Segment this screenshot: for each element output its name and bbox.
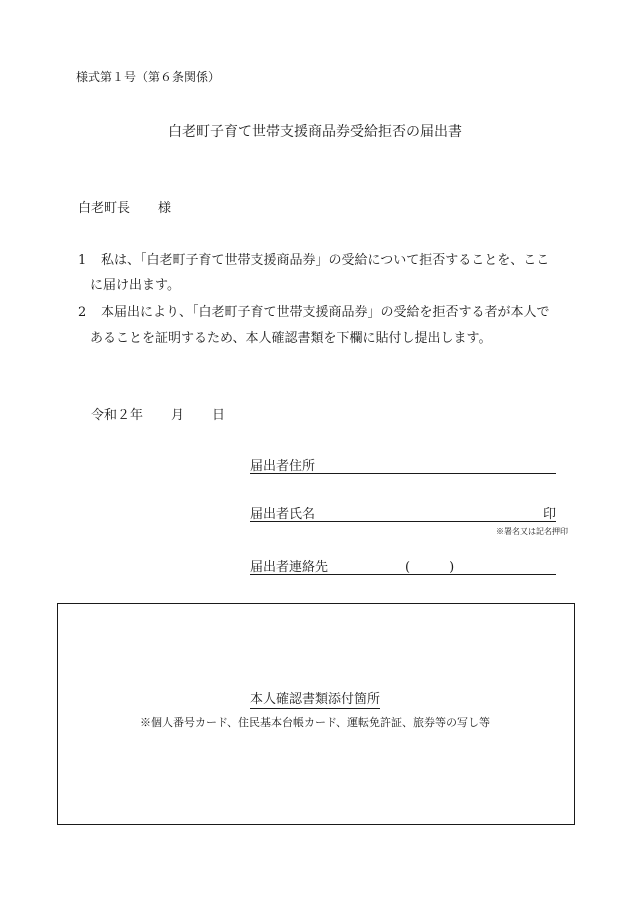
form-number: 様式第１号（第６条関係）: [76, 70, 221, 84]
name-label: 届出者氏名: [250, 507, 316, 522]
paragraph-2-number: 2: [78, 305, 87, 320]
contact-label: 届出者連絡先: [250, 560, 329, 575]
paragraph-2: [78, 301, 550, 320]
contact-area-code: ( ): [405, 560, 455, 575]
paragraph-1-line-2: に届け出ます。: [90, 278, 180, 293]
date-day: 日: [212, 408, 226, 423]
paragraph-2-line-1: 本届出により、「白老町子育て世帯支援商品券」の受給を拒否する者が本人で: [101, 305, 550, 320]
address-field[interactable]: [250, 455, 556, 474]
document-title: 白老町子育て世帯支援商品券受給拒否の届出書: [168, 124, 462, 140]
name-field[interactable]: [250, 503, 556, 522]
addressee-name: 白老町長: [78, 201, 131, 216]
id-box-title: [0, 688, 630, 707]
date-line: [91, 404, 253, 423]
paragraph-1-number: 1: [78, 253, 87, 268]
date-era: 令和２年: [91, 408, 144, 423]
address-label: 届出者住所: [250, 459, 316, 474]
paragraph-2-line-2: あることを証明するため、本人確認書類を下欄に貼付し提出します。: [90, 331, 492, 346]
seal-mark: 印: [542, 507, 556, 522]
addressee: [78, 197, 171, 216]
id-box-note: ※個人番号カード、住民基本台帳カード、運転免許証、旅券等の写し等: [139, 716, 491, 729]
addressee-honorific: 様: [158, 201, 172, 216]
date-month: 月: [171, 408, 185, 423]
contact-field[interactable]: [250, 556, 556, 575]
paragraph-1-line-1: 私は、「白老町子育て世帯支援商品券」の受給について拒否することを、ここ: [101, 253, 550, 268]
id-box-title-text: 本人確認書類添付箇所: [249, 692, 380, 707]
seal-note: ※署名又は記名押印: [496, 527, 568, 536]
paragraph-1: [78, 249, 549, 268]
